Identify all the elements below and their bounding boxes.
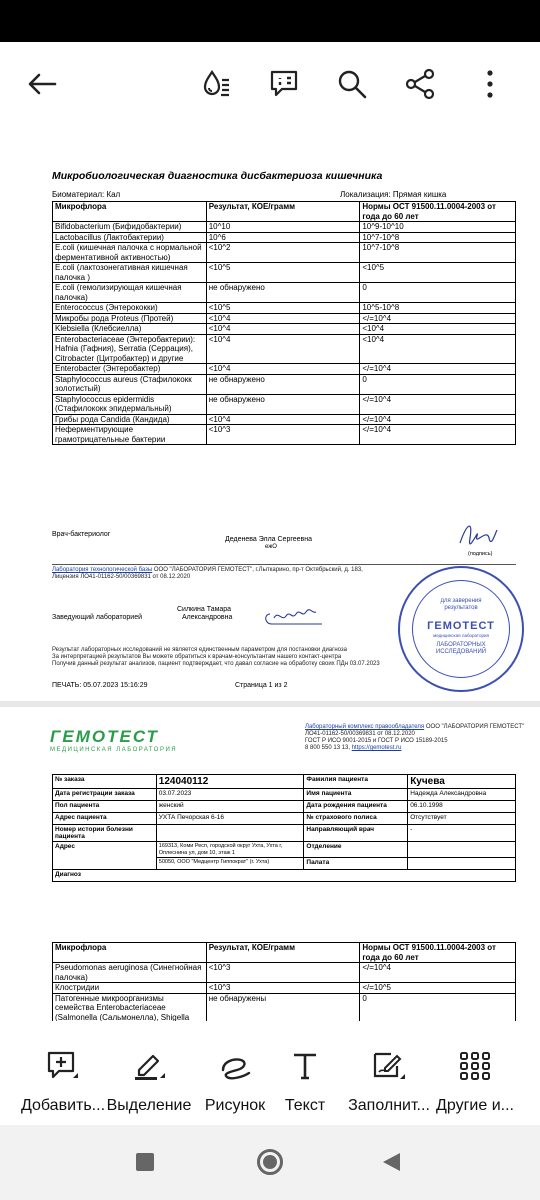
cell-microflora: Bifidobacterium (Бифидобактерии) (53, 222, 207, 233)
add-comment-icon (46, 1049, 80, 1083)
tool-label: Текст (284, 1097, 326, 1114)
cell-norm: 10^5-10^8 (360, 303, 516, 314)
table-row (53, 283, 516, 303)
col-header-norm: Нормы ОСТ 91500.11.0004-2003 от года до 60 лет (360, 202, 516, 222)
cell-microflora: Lactobacillus (Лактобактерии) (53, 232, 207, 243)
header-phone-number: 8 800 550 13 13, (305, 745, 351, 751)
table-row (53, 963, 516, 983)
table-row (53, 243, 516, 263)
logo-text: ГЕМОТЕСТ (50, 727, 159, 746)
cell-norm: <10^4 (360, 324, 516, 335)
cell-norm: </=10^4 (360, 313, 516, 324)
reg-date-label: Дата регистрации заказа (53, 789, 157, 801)
cell-norm: </=10^4 (360, 963, 516, 983)
col-header-result: Результат, КОЕ/грамм (206, 943, 360, 963)
diagnosis-label: Диагноз (53, 870, 516, 882)
cell-microflora: Enterobacter (Энтеробактер) (53, 364, 207, 375)
table-header-row (53, 202, 516, 222)
cell-microflora: E.coli (лактозонегативная кишечная палочка ) (53, 263, 207, 283)
divider (52, 564, 516, 565)
table-row (53, 394, 516, 414)
cell-norm: 0 (360, 374, 516, 394)
cell-microflora: Неферментирующие грамотрицательные бактерии (53, 425, 207, 445)
pdf-page-1 (0, 126, 540, 701)
cell-result: не обнаружены (206, 993, 360, 1021)
sex: женский (156, 801, 304, 813)
patient-name: Надежда Александровна (408, 789, 516, 801)
cell-norm: 0 (360, 993, 516, 1021)
tool-label: Заполнит... (348, 1097, 430, 1114)
cell-norm: 10^7-10^8 (360, 243, 516, 263)
text-icon (290, 1049, 320, 1083)
cell-norm: </=10^4 (360, 394, 516, 414)
table-row (53, 364, 516, 375)
birth-date: 06.10.1998 (408, 801, 516, 813)
cell-norm: 10^9-10^10 (360, 222, 516, 233)
header-license: ЛО41-01162-50/00369831 от 08.12.2020 (305, 731, 415, 737)
biomaterial: Биоматериал: Кал (52, 190, 121, 199)
doctor-label: Врач-бактериолог (52, 531, 111, 538)
lab-link[interactable]: Лаборатория технологической базы (52, 567, 153, 573)
cell-result: <10^5 (206, 303, 360, 314)
table-row (53, 232, 516, 243)
disclaimer-2: За интерпретацией результатов Вы можете обратиться к врачам-консультантам нашего контакт-центра (52, 654, 342, 660)
sex-label: Пол пациента (53, 801, 157, 813)
cell-microflora: E.coli (гемолизирующая кишечная палочка) (53, 283, 207, 303)
comment-icon (268, 68, 300, 100)
surname: Кучева (408, 775, 516, 789)
address: 169313, Коми Респ, городской округ Ухта, Ухта г, Оплеснина ул, дом 10, этаж 1 (156, 842, 304, 858)
tool-label: Другие и... (436, 1097, 514, 1114)
table-row (53, 263, 516, 283)
cell-result: <10^4 (206, 364, 360, 375)
stamp-brand: ГЕМОТЕСТ (427, 620, 495, 632)
lab-line (52, 567, 363, 574)
patient-info-table (52, 774, 516, 882)
policy-label: № страхового полиса (304, 813, 408, 825)
table-row (53, 303, 516, 314)
col-header-microflora: Микрофлора (53, 202, 207, 222)
tool-label: Выделение (106, 1097, 192, 1114)
history-value (156, 825, 304, 842)
cell-norm: <10^5 (360, 263, 516, 283)
policy: Отсутствует (408, 813, 516, 825)
doctor-sub: ежО (265, 544, 277, 550)
order-number: 124040112 (156, 775, 304, 789)
cell-result: <10^4 (206, 334, 360, 364)
head-label: Заведующий лабораторией (52, 614, 142, 621)
back-arrow-icon (27, 72, 57, 96)
recents-button[interactable] (136, 1153, 154, 1171)
license-line: Лицензия ЛО41-01162-50/00369831 от 08.12.2020 (52, 574, 191, 580)
pdf-page-2 (0, 707, 540, 1021)
cell-norm: <10^4 (360, 334, 516, 364)
header-phone (305, 745, 401, 752)
table-row (53, 425, 516, 445)
table-row (53, 414, 516, 425)
cell-result: не обнаружено (206, 283, 360, 303)
ref-doctor-label: Направляющий врач (304, 825, 408, 842)
table-row (53, 993, 516, 1021)
stamp-top-text: для заверения результатов (440, 598, 482, 611)
home-button[interactable] (257, 1149, 283, 1175)
back-nav-button[interactable] (380, 1151, 402, 1173)
ward-value (408, 858, 516, 870)
home-dot (263, 1155, 277, 1169)
header-lab-name: ООО "ЛАБОРАТОРИЯ ГЕМОТЕСТ" (425, 724, 525, 730)
header-lab-link[interactable]: Лабораторный комплекс правообладателя (305, 724, 425, 730)
cell-microflora: Enterococcus (Энтерококки) (53, 303, 207, 314)
cell-result: не обнаружено (206, 374, 360, 394)
lab-stamp (398, 566, 524, 692)
document-viewer[interactable] (0, 126, 540, 1021)
tool-label: Рисунок (204, 1097, 266, 1114)
page-number: Страница 1 из 2 (235, 682, 288, 689)
cell-microflora: Клостридии (53, 983, 207, 994)
name-label: Имя пациента (304, 789, 408, 801)
tool-label: Добавить... (20, 1097, 106, 1114)
print-timestamp: ПЕЧАТЬ: 05.07.2023 15:16:29 (52, 682, 148, 689)
patient-address: УХТА Печорская 6-16 (156, 813, 304, 825)
table-header-row (53, 943, 516, 963)
cell-norm: </=10^4 (360, 414, 516, 425)
cell-result: 10^10 (206, 222, 360, 233)
comment-button[interactable] (262, 62, 306, 106)
top-toolbar (0, 42, 540, 126)
patient-address-label: Адрес пациента (53, 813, 157, 825)
dept-label: Отделение (304, 842, 408, 858)
table-row (53, 324, 516, 335)
order-label: № заказа (53, 775, 157, 789)
cell-microflora: Pseudomonas aeruginosa (Синегнойная палочка) (53, 963, 207, 983)
cell-result: <10^4 (206, 313, 360, 324)
cell-result: <10^4 (206, 324, 360, 335)
cell-microflora: Грибы рода Candida (Кандида) (53, 414, 207, 425)
reg-date: 03.07.2023 (156, 789, 304, 801)
stamp-mid-text: ЛАБОРАТОРНЫХ ИССЛЕДОВАНИЙ (435, 642, 487, 655)
disclaimer-1: Результат лабораторных исследований не является единственным параметром для постановки диагноза (52, 647, 347, 653)
share-button[interactable] (398, 62, 442, 106)
doctor-name: Деденева Элла Сергеевна (225, 536, 313, 543)
cell-result: <10^3 (206, 963, 360, 983)
ref-doctor: - (408, 825, 516, 842)
history-label: Номер истории болезни пациента (53, 825, 157, 842)
cell-result: <10^5 (206, 263, 360, 283)
header-site-link[interactable]: https://gemotest.ru (351, 745, 402, 751)
address-label: Адрес (53, 842, 157, 870)
cell-microflora: Klebsiella (Клебсиелла) (53, 324, 207, 335)
cell-microflora: Enterobacteriaceae (Энтеробактерии): Hafnia (Гафния), Serratia (Серрация), Citrobacter (Цитробактер) и другие (53, 334, 207, 364)
header-lab-info (305, 724, 524, 731)
ward-label: Палата (304, 858, 408, 870)
cell-microflora: Staphylococcus aureus (Стафилококк золотистый) (53, 374, 207, 394)
table-row (53, 374, 516, 394)
signature-label: (подпись) (468, 551, 493, 557)
localization: Локализация: Прямая кишка (340, 190, 447, 199)
cell-result: не обнаружено (206, 394, 360, 414)
cell-result: 10^6 (206, 232, 360, 243)
tool-more[interactable] (420, 1021, 530, 1125)
table-row (53, 334, 516, 364)
head-signature (262, 604, 332, 630)
share-icon (404, 68, 436, 100)
col-header-microflora: Микрофлора (53, 943, 207, 963)
doc-title: Микробиологическая диагностика дисбактериоза кишечника (52, 170, 383, 182)
table-row (53, 313, 516, 324)
lab-line-text: ООО "ЛАБОРАТОРИЯ ГЕМОТЕСТ", г.Лыткарино, пр-т Октябрьский, д. 183, (153, 567, 363, 573)
status-bar (0, 0, 540, 42)
draw-icon (218, 1049, 252, 1083)
bottom-toolbar (0, 1021, 540, 1125)
cell-norm: 0 (360, 283, 516, 303)
col-header-norm: Нормы ОСТ 91500.11.0004-2003 от года до 60 лет (360, 943, 516, 963)
dept-value (408, 842, 516, 858)
cell-norm: </=10^5 (360, 983, 516, 994)
logo-subtitle: МЕДИЦИНСКАЯ ЛАБОРАТОРИЯ (50, 747, 178, 753)
disclaimer-3: Получив данный результат анализов, пациент подтверждает, что давал согласие на обработку своих ПДн 03.07.2023 (52, 661, 380, 667)
highlight-icon (131, 1049, 167, 1083)
more-button[interactable] (468, 62, 512, 106)
liquid-mode-button[interactable] (194, 62, 238, 106)
cell-microflora: Патогенные микроорганизмы семейства Enterobacteriaceae (Salmonella (Сальмонелла), Shigella (53, 993, 207, 1021)
cell-norm: 10^7-10^8 (360, 232, 516, 243)
col-header-result: Результат, КОЕ/грамм (206, 202, 360, 222)
cell-microflora: E.coli (кишечная палочка с нормальной ферментативной активностью) (53, 243, 207, 263)
more-tools-icon (458, 1049, 492, 1083)
head-name-1: Силкина Тамара (177, 606, 232, 613)
cell-norm: </=10^4 (360, 425, 516, 445)
results-table-2 (52, 942, 516, 1021)
gemotest-logo (50, 727, 177, 753)
results-table-1 (52, 201, 516, 445)
cell-microflora: Микробы рода Proteus (Протей) (53, 313, 207, 324)
stamp-brand-sub: медицинская лаборатория (433, 633, 489, 638)
more-icon (486, 69, 494, 99)
cell-result: <10^2 (206, 243, 360, 263)
search-button[interactable] (330, 62, 374, 106)
head-name-2: Александровна (182, 614, 233, 621)
cell-result: <10^3 (206, 425, 360, 445)
cell-result: <10^3 (206, 983, 360, 994)
table-row (53, 983, 516, 994)
search-icon (336, 68, 368, 100)
back-button[interactable] (20, 62, 64, 106)
liquid-mode-icon (200, 68, 232, 100)
birth-label: Дата рождения пациента (304, 801, 408, 813)
header-gost: ГОСТ Р ИСО 9001-2015 и ГОСТ Р ИСО 15189-2015 (305, 738, 448, 744)
organization: 50050, ООО "Медцентр Гиппократ" (г. Ухта) (156, 858, 304, 870)
cell-result: <10^4 (206, 414, 360, 425)
system-nav-bar (0, 1125, 540, 1200)
cell-norm: </=10^4 (360, 364, 516, 375)
fill-sign-icon (371, 1049, 407, 1083)
surname-label: Фамилия пациента (304, 775, 408, 789)
table-row (53, 222, 516, 233)
doctor-signature (455, 518, 500, 550)
cell-microflora: Staphylococcus epidermidis (Стафилококк эпидермальный) (53, 394, 207, 414)
